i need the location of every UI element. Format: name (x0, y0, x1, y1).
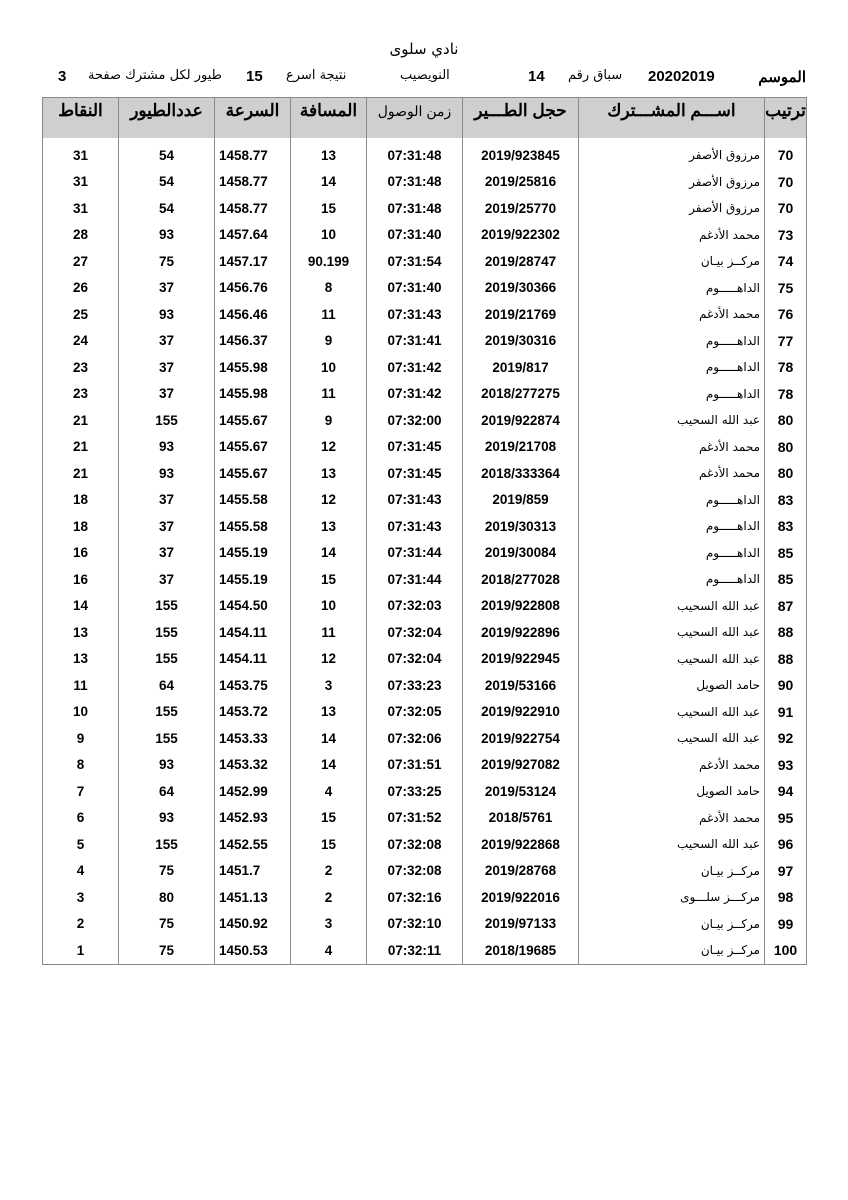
cell-time: 07:32:10 (367, 911, 463, 938)
cell-rank: 97 (765, 858, 807, 885)
cell-ring: 2018/333364 (463, 460, 579, 487)
cell-name: الداهـــــوم (579, 566, 765, 593)
cell-name: محمد الأدغم (579, 805, 765, 832)
cell-dist: 10 (291, 354, 367, 381)
cell-points: 6 (43, 805, 119, 832)
cell-ring: 2019/30313 (463, 513, 579, 540)
cell-dist: 13 (291, 142, 367, 169)
cell-time: 07:33:23 (367, 672, 463, 699)
cell-time: 07:31:43 (367, 513, 463, 540)
cell-dist: 15 (291, 566, 367, 593)
cell-birds: 75 (119, 248, 215, 275)
cell-birds: 37 (119, 513, 215, 540)
cell-birds: 37 (119, 381, 215, 408)
table-row (43, 222, 807, 249)
cell-birds: 155 (119, 646, 215, 673)
cell-points: 31 (43, 142, 119, 169)
cell-birds: 155 (119, 699, 215, 726)
cell-speed: 1457.17 (215, 248, 291, 275)
cell-dist: 9 (291, 328, 367, 355)
cell-birds: 54 (119, 169, 215, 196)
cell-dist: 10 (291, 222, 367, 249)
cell-birds: 155 (119, 593, 215, 620)
cell-speed: 1455.98 (215, 354, 291, 381)
cell-dist: 3 (291, 672, 367, 699)
cell-points: 3 (43, 884, 119, 911)
cell-dist: 14 (291, 752, 367, 779)
cell-dist: 8 (291, 275, 367, 302)
cell-name: مركــز بيـان (579, 858, 765, 885)
cell-rank: 99 (765, 911, 807, 938)
cell-rank: 77 (765, 328, 807, 355)
cell-birds: 64 (119, 778, 215, 805)
cell-dist: 3 (291, 911, 367, 938)
cell-points: 10 (43, 699, 119, 726)
cell-name: الداهـــــوم (579, 381, 765, 408)
col-distance: المسافة (291, 98, 367, 139)
cell-dist: 4 (291, 778, 367, 805)
cell-rank: 83 (765, 513, 807, 540)
cell-speed: 1455.67 (215, 460, 291, 487)
col-points: النقاط (43, 98, 119, 139)
cell-dist: 13 (291, 460, 367, 487)
table-row (43, 884, 807, 911)
cell-dist: 2 (291, 858, 367, 885)
cell-points: 23 (43, 381, 119, 408)
cell-points: 13 (43, 646, 119, 673)
cell-points: 16 (43, 566, 119, 593)
cell-time: 07:32:04 (367, 646, 463, 673)
cell-name: الداهـــــوم (579, 354, 765, 381)
cell-birds: 54 (119, 142, 215, 169)
cell-speed: 1456.37 (215, 328, 291, 355)
cell-speed: 1456.76 (215, 275, 291, 302)
cell-name: مرزوق الأصفر (579, 142, 765, 169)
cell-speed: 1454.11 (215, 619, 291, 646)
cell-rank: 94 (765, 778, 807, 805)
page-number: 3 (58, 68, 67, 85)
cell-time: 07:31:44 (367, 566, 463, 593)
cell-name: مرزوق الأصفر (579, 169, 765, 196)
table-row (43, 778, 807, 805)
cell-birds: 37 (119, 275, 215, 302)
cell-name: عبد الله السحيب (579, 619, 765, 646)
cell-ring: 2019/927082 (463, 752, 579, 779)
cell-ring: 2019/28768 (463, 858, 579, 885)
cell-speed: 1455.98 (215, 381, 291, 408)
cell-rank: 70 (765, 169, 807, 196)
cell-dist: 11 (291, 381, 367, 408)
table-row (43, 858, 807, 885)
cell-birds: 155 (119, 407, 215, 434)
cell-dist: 15 (291, 805, 367, 832)
cell-time: 07:31:41 (367, 328, 463, 355)
cell-time: 07:31:42 (367, 381, 463, 408)
table-row (43, 513, 807, 540)
cell-time: 07:31:40 (367, 275, 463, 302)
cell-name: حامد الصويل (579, 672, 765, 699)
cell-points: 28 (43, 222, 119, 249)
results-table (42, 97, 807, 965)
cell-name: الداهـــــوم (579, 328, 765, 355)
cell-time: 07:31:45 (367, 434, 463, 461)
cell-name: عبد الله السحيب (579, 646, 765, 673)
race-name: النويصيب (400, 68, 450, 83)
cell-time: 07:32:06 (367, 725, 463, 752)
cell-time: 07:32:08 (367, 831, 463, 858)
col-arrival: زمن الوصول (367, 98, 463, 139)
cell-points: 31 (43, 169, 119, 196)
cell-birds: 37 (119, 540, 215, 567)
cell-ring: 2019/30084 (463, 540, 579, 567)
table-row (43, 301, 807, 328)
table-row (43, 248, 807, 275)
cell-points: 4 (43, 858, 119, 885)
table-row (43, 328, 807, 355)
cell-ring: 2019/922808 (463, 593, 579, 620)
cell-time: 07:32:04 (367, 619, 463, 646)
table-row (43, 725, 807, 752)
cell-rank: 80 (765, 434, 807, 461)
cell-name: محمد الأدغم (579, 301, 765, 328)
cell-name: الداهـــــوم (579, 513, 765, 540)
cell-time: 07:31:52 (367, 805, 463, 832)
cell-time: 07:31:54 (367, 248, 463, 275)
cell-birds: 93 (119, 434, 215, 461)
cell-rank: 78 (765, 381, 807, 408)
cell-points: 7 (43, 778, 119, 805)
cell-time: 07:31:43 (367, 301, 463, 328)
cell-ring: 2018/5761 (463, 805, 579, 832)
cell-speed: 1455.19 (215, 566, 291, 593)
table-row (43, 275, 807, 302)
cell-dist: 15 (291, 831, 367, 858)
cell-dist: 11 (291, 619, 367, 646)
cell-dist: 15 (291, 195, 367, 222)
col-birds: عددالطيور (119, 98, 215, 139)
cell-birds: 37 (119, 328, 215, 355)
cell-name: مرزوق الأصفر (579, 195, 765, 222)
cell-speed: 1453.32 (215, 752, 291, 779)
cell-rank: 83 (765, 487, 807, 514)
cell-rank: 100 (765, 937, 807, 964)
cell-speed: 1458.77 (215, 142, 291, 169)
cell-birds: 80 (119, 884, 215, 911)
cell-time: 07:31:44 (367, 540, 463, 567)
cell-points: 1 (43, 937, 119, 964)
cell-time: 07:31:45 (367, 460, 463, 487)
cell-speed: 1457.64 (215, 222, 291, 249)
cell-speed: 1455.58 (215, 487, 291, 514)
cell-points: 13 (43, 619, 119, 646)
cell-birds: 75 (119, 858, 215, 885)
cell-ring: 2019/30316 (463, 328, 579, 355)
table-row (43, 142, 807, 169)
cell-birds: 93 (119, 222, 215, 249)
cell-birds: 37 (119, 566, 215, 593)
table-row (43, 646, 807, 673)
cell-speed: 1454.50 (215, 593, 291, 620)
cell-points: 18 (43, 513, 119, 540)
cell-time: 07:33:25 (367, 778, 463, 805)
cell-ring: 2019/922910 (463, 699, 579, 726)
table-row (43, 169, 807, 196)
cell-rank: 96 (765, 831, 807, 858)
cell-time: 07:31:48 (367, 169, 463, 196)
cell-ring: 2019/859 (463, 487, 579, 514)
cell-ring: 2018/277275 (463, 381, 579, 408)
cell-rank: 87 (765, 593, 807, 620)
table-row (43, 195, 807, 222)
season-value: 20202019 (648, 68, 715, 85)
cell-ring: 2019/922874 (463, 407, 579, 434)
cell-time: 07:31:48 (367, 195, 463, 222)
cell-birds: 54 (119, 195, 215, 222)
cell-name: الداهـــــوم (579, 540, 765, 567)
cell-speed: 1458.77 (215, 195, 291, 222)
cell-points: 31 (43, 195, 119, 222)
cell-rank: 98 (765, 884, 807, 911)
cell-speed: 1458.77 (215, 169, 291, 196)
cell-name: مركــز بيـان (579, 937, 765, 964)
cell-time: 07:32:00 (367, 407, 463, 434)
cell-ring: 2019/922754 (463, 725, 579, 752)
cell-name: مركــز بيـان (579, 911, 765, 938)
cell-dist: 90.199 (291, 248, 367, 275)
cell-points: 25 (43, 301, 119, 328)
table-row (43, 434, 807, 461)
col-name: اســـم المشـــترك (579, 98, 765, 139)
cell-dist: 11 (291, 301, 367, 328)
table-row (43, 752, 807, 779)
cell-speed: 1455.19 (215, 540, 291, 567)
cell-rank: 92 (765, 725, 807, 752)
cell-ring: 2019/21769 (463, 301, 579, 328)
cell-rank: 91 (765, 699, 807, 726)
cell-points: 21 (43, 434, 119, 461)
cell-points: 26 (43, 275, 119, 302)
cell-speed: 1452.93 (215, 805, 291, 832)
cell-ring: 2019/923845 (463, 142, 579, 169)
table-row (43, 381, 807, 408)
cell-rank: 70 (765, 142, 807, 169)
cell-name: محمد الأدغم (579, 222, 765, 249)
table-row (43, 460, 807, 487)
cell-speed: 1450.92 (215, 911, 291, 938)
table-row (43, 593, 807, 620)
cell-birds: 93 (119, 805, 215, 832)
cell-ring: 2019/28747 (463, 248, 579, 275)
cell-dist: 12 (291, 646, 367, 673)
cell-rank: 76 (765, 301, 807, 328)
cell-points: 2 (43, 911, 119, 938)
cell-rank: 80 (765, 460, 807, 487)
cell-rank: 93 (765, 752, 807, 779)
cell-speed: 1453.75 (215, 672, 291, 699)
cell-time: 07:32:08 (367, 858, 463, 885)
cell-name: عبد الله السحيب (579, 831, 765, 858)
col-rank: ترتيب (765, 98, 807, 139)
cell-time: 07:32:11 (367, 937, 463, 964)
cell-name: محمد الأدغم (579, 752, 765, 779)
cell-name: الداهـــــوم (579, 275, 765, 302)
cell-dist: 13 (291, 699, 367, 726)
cell-name: محمد الأدغم (579, 460, 765, 487)
table-row (43, 619, 807, 646)
table-row (43, 566, 807, 593)
cell-speed: 1455.67 (215, 407, 291, 434)
cell-speed: 1452.55 (215, 831, 291, 858)
cell-name: حامد الصويل (579, 778, 765, 805)
cell-ring: 2018/277028 (463, 566, 579, 593)
cell-birds: 155 (119, 831, 215, 858)
cell-birds: 93 (119, 460, 215, 487)
cell-points: 11 (43, 672, 119, 699)
cell-birds: 37 (119, 354, 215, 381)
cell-dist: 9 (291, 407, 367, 434)
cell-points: 9 (43, 725, 119, 752)
cell-dist: 13 (291, 513, 367, 540)
cell-birds: 155 (119, 725, 215, 752)
cell-dist: 4 (291, 937, 367, 964)
cell-time: 07:31:48 (367, 142, 463, 169)
cell-rank: 85 (765, 566, 807, 593)
cell-rank: 95 (765, 805, 807, 832)
per-member-label: طيور لكل مشترك صفحة (88, 68, 222, 83)
cell-ring: 2019/922868 (463, 831, 579, 858)
cell-time: 07:32:05 (367, 699, 463, 726)
cell-points: 8 (43, 752, 119, 779)
result-label: نتيجة اسرع (286, 68, 347, 83)
cell-time: 07:31:42 (367, 354, 463, 381)
cell-rank: 74 (765, 248, 807, 275)
cell-birds: 93 (119, 752, 215, 779)
cell-points: 18 (43, 487, 119, 514)
cell-birds: 155 (119, 619, 215, 646)
cell-ring: 2019/922016 (463, 884, 579, 911)
club-name: نادي سلوى (389, 40, 459, 58)
cell-rank: 73 (765, 222, 807, 249)
cell-ring: 2019/922896 (463, 619, 579, 646)
table-row (43, 354, 807, 381)
cell-dist: 12 (291, 434, 367, 461)
cell-time: 07:32:03 (367, 593, 463, 620)
cell-ring: 2019/53124 (463, 778, 579, 805)
season-label: الموسم (758, 69, 806, 86)
cell-speed: 1451.13 (215, 884, 291, 911)
cell-ring: 2019/21708 (463, 434, 579, 461)
cell-name: مركــز بيـان (579, 248, 765, 275)
cell-rank: 70 (765, 195, 807, 222)
cell-name: محمد الأدغم (579, 434, 765, 461)
table-row (43, 831, 807, 858)
table-row (43, 699, 807, 726)
cell-name: عبد الله السحيب (579, 725, 765, 752)
cell-points: 5 (43, 831, 119, 858)
table-row (43, 487, 807, 514)
cell-time: 07:31:40 (367, 222, 463, 249)
cell-ring: 2019/922302 (463, 222, 579, 249)
cell-speed: 1451.7 (215, 858, 291, 885)
cell-ring: 2019/25816 (463, 169, 579, 196)
cell-speed: 1454.11 (215, 646, 291, 673)
cell-ring: 2019/30366 (463, 275, 579, 302)
table-header-row (43, 98, 807, 139)
cell-ring: 2019/25770 (463, 195, 579, 222)
cell-dist: 2 (291, 884, 367, 911)
cell-points: 27 (43, 248, 119, 275)
cell-rank: 75 (765, 275, 807, 302)
cell-rank: 88 (765, 619, 807, 646)
cell-time: 07:31:51 (367, 752, 463, 779)
race-value: 14 (528, 68, 545, 85)
cell-speed: 1450.53 (215, 937, 291, 964)
cell-speed: 1456.46 (215, 301, 291, 328)
cell-ring: 2019/53166 (463, 672, 579, 699)
cell-speed: 1453.72 (215, 699, 291, 726)
cell-name: عبد الله السحيب (579, 593, 765, 620)
col-ring: حجل الطـــير (463, 98, 579, 139)
cell-birds: 75 (119, 911, 215, 938)
table-row (43, 937, 807, 964)
cell-rank: 78 (765, 354, 807, 381)
col-speed: السرعة (215, 98, 291, 139)
cell-name: الداهـــــوم (579, 487, 765, 514)
cell-points: 16 (43, 540, 119, 567)
cell-birds: 75 (119, 937, 215, 964)
cell-points: 21 (43, 460, 119, 487)
cell-dist: 10 (291, 593, 367, 620)
cell-rank: 90 (765, 672, 807, 699)
race-label: سباق رقم (568, 68, 623, 83)
table-row (43, 540, 807, 567)
cell-points: 14 (43, 593, 119, 620)
cell-name: مركـــز سلـــوى (579, 884, 765, 911)
cell-ring: 2019/817 (463, 354, 579, 381)
cell-birds: 37 (119, 487, 215, 514)
cell-points: 23 (43, 354, 119, 381)
cell-rank: 85 (765, 540, 807, 567)
table-row (43, 805, 807, 832)
cell-dist: 12 (291, 487, 367, 514)
cell-rank: 88 (765, 646, 807, 673)
cell-speed: 1452.99 (215, 778, 291, 805)
cell-name: عبد الله السحيب (579, 699, 765, 726)
cell-points: 21 (43, 407, 119, 434)
cell-ring: 2018/19685 (463, 937, 579, 964)
cell-dist: 14 (291, 725, 367, 752)
cell-speed: 1455.67 (215, 434, 291, 461)
cell-time: 07:32:16 (367, 884, 463, 911)
cell-birds: 93 (119, 301, 215, 328)
table-row (43, 672, 807, 699)
cell-birds: 64 (119, 672, 215, 699)
cell-ring: 2019/922945 (463, 646, 579, 673)
result-value: 15 (246, 68, 263, 85)
cell-name: عبد الله السحيب (579, 407, 765, 434)
cell-speed: 1453.33 (215, 725, 291, 752)
cell-rank: 80 (765, 407, 807, 434)
cell-speed: 1455.58 (215, 513, 291, 540)
cell-dist: 14 (291, 540, 367, 567)
table-row (43, 911, 807, 938)
table-row (43, 407, 807, 434)
cell-points: 24 (43, 328, 119, 355)
cell-dist: 14 (291, 169, 367, 196)
cell-ring: 2019/97133 (463, 911, 579, 938)
cell-time: 07:31:43 (367, 487, 463, 514)
